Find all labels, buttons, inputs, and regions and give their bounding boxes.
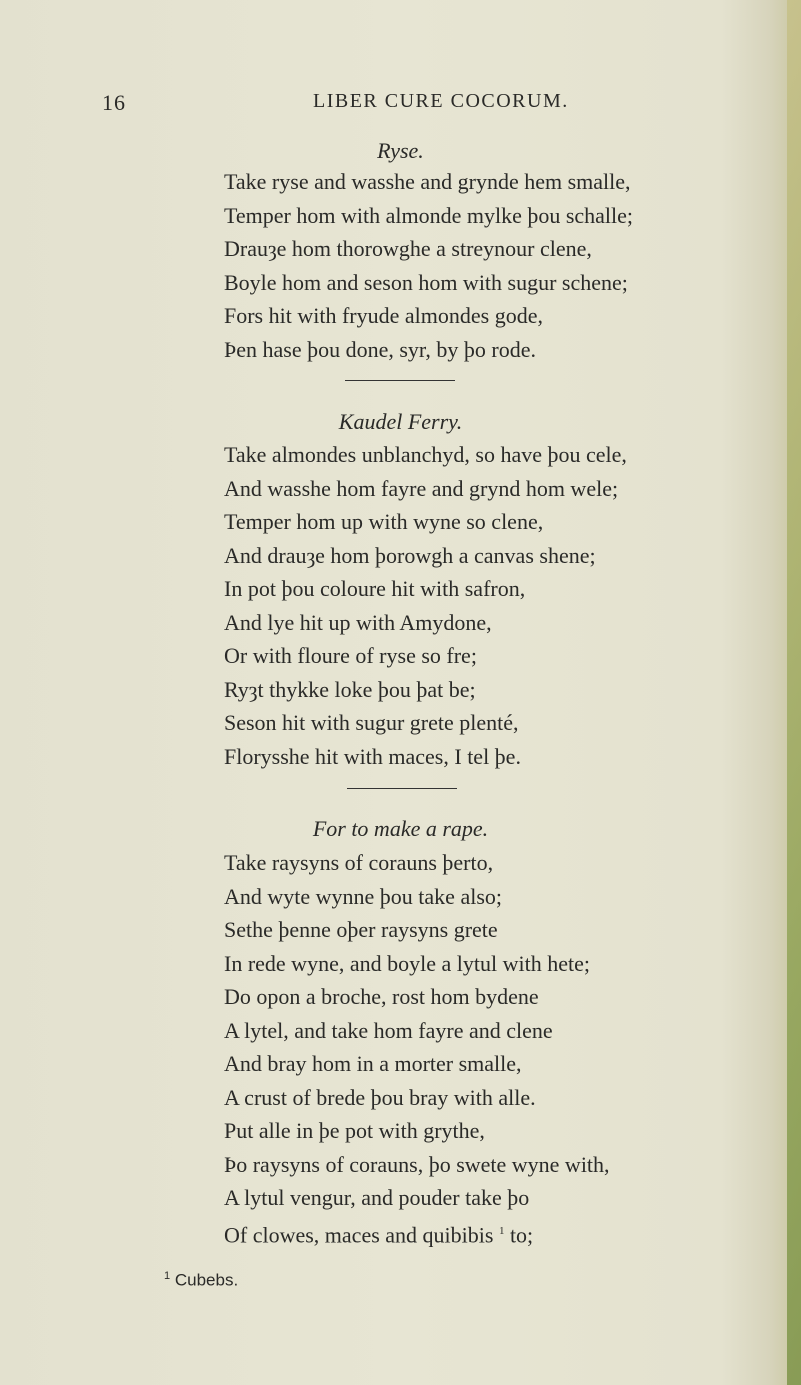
verse-line: Florysshe hit with maces, I tel þe. <box>224 743 521 769</box>
verse-line: And wasshe hom fayre and grynd hom wele; <box>224 475 619 501</box>
verse-line-with-footnote <box>224 1215 784 1252</box>
verse-kaudel-ferry <box>224 438 784 773</box>
footnote-text: Cubebs. <box>174 1270 239 1290</box>
section-divider <box>347 788 457 789</box>
verse-line: Sethe þenne oþer raysyns grete <box>224 917 498 942</box>
verse-line-text: Of clowes, maces and quibibis <box>224 1221 494 1247</box>
verse-line: Take almondes unblanchyd, so have þou cele, <box>224 442 627 467</box>
page-number: 16 <box>102 90 126 115</box>
page-header <box>0 90 801 120</box>
verse-line: Put alle in þe pot with grythe, <box>224 1118 485 1143</box>
verse-line: Temper hom up with wyne so clene, <box>224 509 544 534</box>
verse-line-tail: to; <box>509 1221 534 1247</box>
verse-rape <box>224 846 784 1251</box>
page-edge-shadow <box>787 0 801 1385</box>
footnote-number: 1 <box>164 1270 171 1282</box>
verse-line: Ryȝt thykke loke þou þat be; <box>224 676 476 702</box>
verse-line: Take ryse and wasshe and grynde hem smalle, <box>224 169 631 194</box>
running-head: LIBER CURE COCORUM. <box>313 90 569 112</box>
verse-line: A lytul vengur, and pouder take þo <box>224 1185 530 1210</box>
verse-line: And wyte wynne þou take also; <box>224 883 502 909</box>
verse-line: Or with floure of ryse so fre; <box>224 643 477 668</box>
verse-line: In rede wyne, and boyle a lytul with hete; <box>224 950 590 976</box>
verse-line: And drauȝe hom þorowgh a canvas shene; <box>224 542 596 568</box>
verse-line: Boyle hom and seson hom with sugur schene; <box>224 269 628 295</box>
verse-line: Fors hit with fryude almondes gode, <box>224 303 543 328</box>
verse-line: Do opon a broche, rost hom bydene <box>224 984 539 1009</box>
verse-line: A lytel, and take hom fayre and clene <box>224 1017 553 1043</box>
footnote <box>164 1270 238 1291</box>
verse-line: In pot þou coloure hit with safron, <box>224 576 526 601</box>
section-title-ryse: Ryse. <box>377 138 424 163</box>
section-divider <box>345 380 455 381</box>
section-title-kaudel-ferry: Kaudel Ferry. <box>338 409 463 434</box>
verse-line: Þo raysyns of corauns, þo swete wyne with, <box>224 1151 610 1177</box>
section-title-rape: For to make a rape. <box>312 816 489 841</box>
verse-line: Temper hom with almonde mylke þou schalle; <box>224 202 634 228</box>
verse-line: Seson hit with sugur grete plenté, <box>224 710 519 735</box>
verse-line: A crust of brede þou bray with alle. <box>224 1084 536 1110</box>
verse-ryse <box>224 165 784 366</box>
verse-line: Þen hase þou done, syr, by þo rode. <box>224 336 536 362</box>
verse-line: And bray hom in a morter smalle, <box>224 1051 522 1076</box>
verse-line: And lye hit up with Amydone, <box>224 609 492 635</box>
verse-line: Drauȝe hom thorowghe a streynour clene, <box>224 236 592 261</box>
verse-line: Take raysyns of corauns þerto, <box>224 850 494 875</box>
footnote-marker: 1 <box>498 1224 505 1237</box>
